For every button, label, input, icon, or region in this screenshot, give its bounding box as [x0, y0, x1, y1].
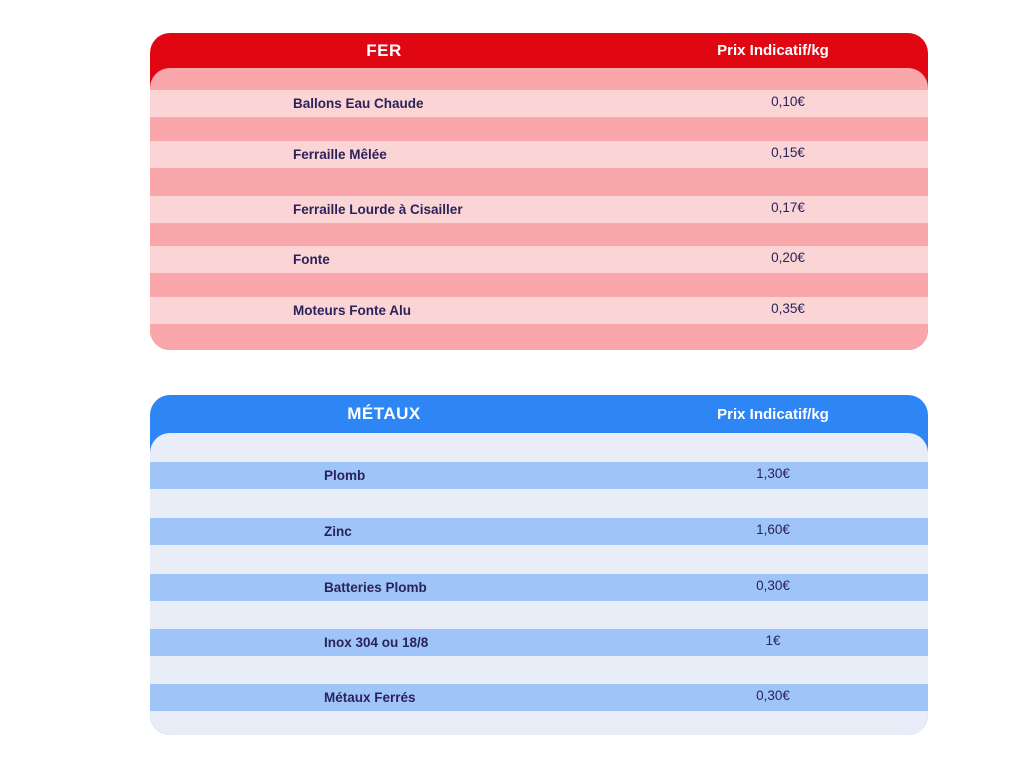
- table-row: [150, 246, 928, 273]
- table-row: [150, 684, 928, 711]
- table-row: [150, 518, 928, 545]
- row-label: Moteurs Fonte Alu: [293, 303, 411, 318]
- row-price: 0,17€: [771, 200, 805, 215]
- row-label: Zinc: [324, 524, 352, 539]
- row-price: 0,20€: [771, 250, 805, 265]
- table-row: [150, 297, 928, 324]
- row-price: 1,60€: [756, 522, 790, 537]
- row-label: Plomb: [324, 468, 366, 483]
- row-price: 0,35€: [771, 301, 805, 316]
- metaux-table-title: MÉTAUX: [347, 404, 421, 423]
- row-price: 0,10€: [771, 94, 805, 109]
- table-row: [150, 141, 928, 168]
- row-label: Ferraille Lourde à Cisailler: [293, 202, 463, 217]
- fer-table-body: [150, 68, 928, 350]
- fer-table-title: FER: [366, 40, 402, 60]
- fer-price-table: [150, 33, 928, 350]
- row-label: Métaux Ferrés: [324, 690, 416, 705]
- row-price: 0,15€: [771, 145, 805, 160]
- metaux-price-column-header: Prix Indicatif/kg: [717, 405, 829, 423]
- table-row: [150, 574, 928, 601]
- row-label: Inox 304 ou 18/8: [324, 635, 429, 650]
- row-label: Ballons Eau Chaude: [293, 96, 424, 111]
- metaux-price-table: [150, 395, 928, 735]
- table-row: [150, 90, 928, 117]
- table-row: [150, 462, 928, 489]
- fer-table-header: [150, 33, 928, 68]
- table-row: [150, 196, 928, 223]
- row-label: Fonte: [293, 252, 330, 267]
- row-label: Ferraille Mêlée: [293, 147, 387, 162]
- row-price: 1€: [765, 633, 781, 648]
- metaux-table-header: [150, 395, 928, 433]
- fer-price-column-header: Prix Indicatif/kg: [717, 42, 829, 59]
- row-price: 1,30€: [756, 466, 790, 481]
- table-row: [150, 629, 928, 656]
- row-label: Batteries Plomb: [324, 580, 427, 595]
- row-price: 0,30€: [756, 688, 790, 703]
- metaux-table-body: [150, 433, 928, 735]
- row-price: 0,30€: [756, 578, 790, 593]
